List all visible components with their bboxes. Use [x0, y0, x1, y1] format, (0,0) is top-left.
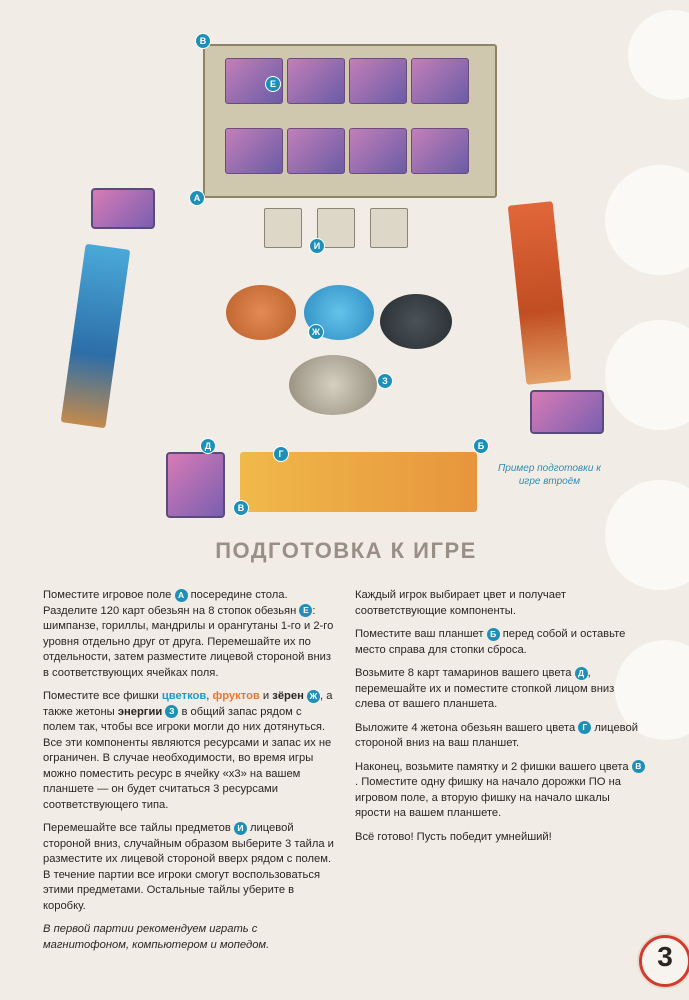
decor-circle [605, 480, 689, 590]
text: , [206, 690, 210, 702]
player-board-blue [61, 244, 131, 429]
right-column [355, 588, 647, 853]
fruit-tokens-pile [226, 285, 296, 340]
text: Поместите ваш планшет [355, 628, 484, 640]
page-title: ПОДГОТОВКА К ИГРЕ [215, 538, 477, 563]
decor-circle [605, 165, 689, 275]
marker-b: Б [473, 438, 489, 454]
paragraph [355, 760, 647, 822]
monkey-card-stack [411, 128, 469, 174]
paragraph [355, 627, 647, 658]
marker-e: Е [265, 76, 281, 92]
marker-v-player: В [233, 500, 249, 516]
marker-a-inline: А [175, 589, 188, 602]
item-tile [264, 208, 302, 248]
paragraph [355, 666, 647, 713]
text: в общий запас рядом с полем так, чтобы все игроки могли до них дотянуться. Все эти компоненты являются ресурсами и запас их не ограничен. В случае необходимости, во время игры можно поместить ресурс в ячейку «x3» на вашем планшете — он будет считаться 3 ресурсами соответствующего типа. [43, 705, 332, 811]
fruits-term: фруктов [212, 690, 260, 702]
page-number-badge [639, 935, 689, 987]
game-board-illustration [203, 44, 497, 198]
paragraph [43, 821, 334, 914]
decor-circle [605, 320, 689, 430]
text: Поместите игровое поле [43, 589, 172, 601]
text: посередине стола. Разделите 120 карт обезьян на 8 стопок обезьян [43, 589, 297, 617]
monkey-card-stack [225, 128, 283, 174]
monkey-card-stack [287, 128, 345, 174]
text: Выложите 4 жетона обезьян вашего цвета [355, 721, 576, 734]
seed-tokens-pile [380, 294, 452, 349]
tamarin-deck-blue [91, 188, 155, 229]
marker-g: Г [273, 446, 289, 462]
marker-g-inline: Г [578, 721, 591, 734]
paragraph [355, 721, 647, 752]
marker-d: Д [200, 438, 216, 454]
marker-zh: Ж [308, 324, 324, 340]
setup-example-caption: Пример подготовки к игре втроём [498, 463, 601, 487]
text: , перемешайте их и поместите стопкой лицом вниз слева от вашего планшета. [355, 667, 615, 710]
page-number: 3 [657, 941, 673, 972]
paragraph: Всё готово! Пусть победит умнейший! [355, 830, 552, 843]
tamarin-deck-yellow [166, 452, 225, 518]
marker-d-inline: Д [575, 667, 588, 680]
monkey-card-stack [411, 58, 469, 104]
recommendation-note: В первой партии рекомендуем играть с магнитофоном, компьютером и мопедом. [43, 923, 270, 951]
text: Поместите все фишки [43, 690, 159, 702]
marker-v-board: В [195, 33, 211, 49]
marker-i: И [309, 238, 325, 254]
text: Наконец, возьмите памятку и 2 фишки вашего цвета [355, 760, 629, 773]
player-board-yellow [240, 452, 477, 512]
text: Перемешайте все тайлы предметов [43, 822, 231, 834]
marker-e-inline: Е [299, 604, 312, 617]
text: лицевой стороной вниз на ваш планшет. [355, 721, 638, 749]
flowers-term: цветков [161, 690, 207, 702]
text: . Поместите одну фишку на начало дорожки ПО на игровом поле, а вторую фишку на начало шкалы ярости на вашем планшете. [355, 776, 621, 819]
monkey-card-stack [349, 128, 407, 174]
player-board-red [508, 201, 572, 385]
left-column [43, 588, 334, 961]
energy-term: энергии [117, 705, 163, 718]
energy-tokens-pile [289, 355, 377, 415]
text: , а также жетоны [43, 690, 333, 718]
marker-z: З [377, 373, 393, 389]
monkey-card-stack [287, 58, 345, 104]
monkey-card-stack [349, 58, 407, 104]
text: лицевой стороной вниз, случайным образом выберите 3 тайла и разместите их лицевой стороной вверх рядом с полем. В течение партии все игроки смогут воспользоваться этими предметами. Остальные тайлы уберите в коробку. [43, 822, 334, 912]
marker-v-inline: В [632, 760, 645, 773]
text: перед собой и оставьте место справа для стопки сброса. [355, 628, 626, 656]
paragraph [43, 689, 334, 813]
marker-i-inline: И [234, 822, 247, 835]
marker-z-inline: З [165, 705, 178, 718]
tamarin-deck-red [530, 390, 604, 434]
decor-circle [628, 10, 689, 100]
seeds-term: зёрен [272, 690, 304, 702]
text: и [262, 690, 270, 702]
marker-b-inline: Б [487, 628, 500, 641]
paragraph [43, 588, 334, 681]
text: Возьмите 8 карт тамаринов вашего цвета [355, 667, 572, 679]
marker-zh-inline: Ж [307, 690, 320, 703]
item-tile [370, 208, 408, 248]
text: : шимпанзе, гориллы, мандрилы и орангутаны 1-го и 2-го уровня отдельно друг от друга. Перемешайте их по отдельности, затем разместите лицевой стороной вниз в соответствующих ячейках поля. [43, 604, 334, 679]
paragraph: Каждый игрок выбирает цвет и получает соответствующие компоненты. [355, 589, 566, 617]
marker-a: А [189, 190, 205, 206]
